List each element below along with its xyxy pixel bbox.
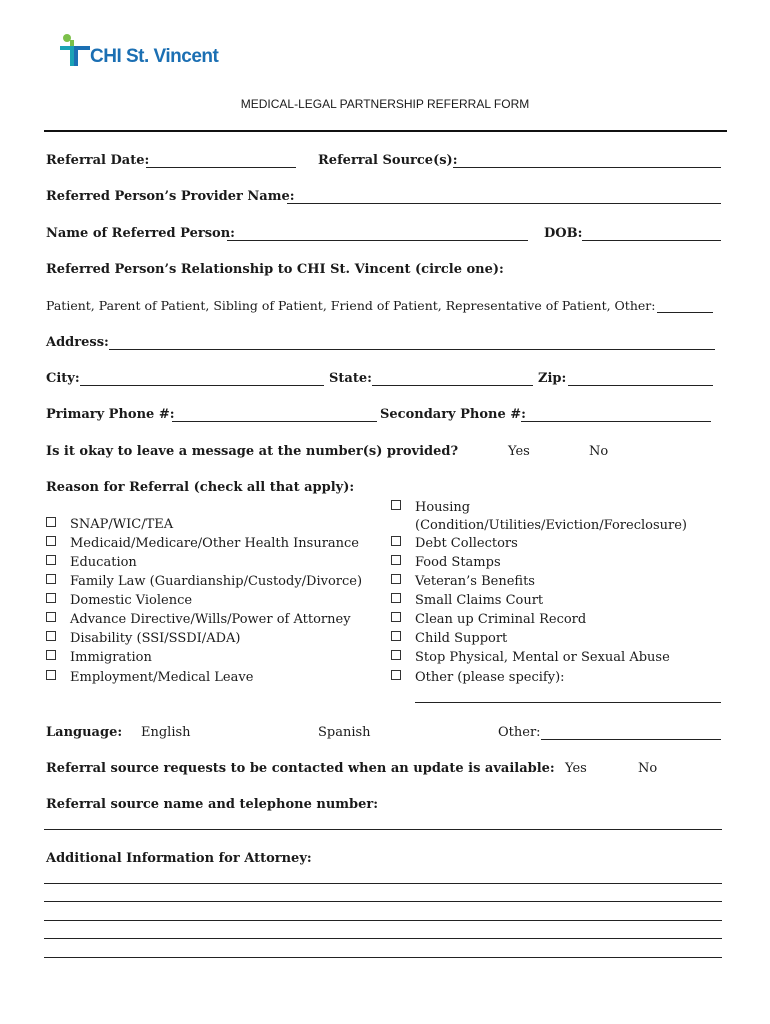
- relationship-options[interactable]: Patient, Parent of Patient, Sibling of Patient, Friend of Patient, Representative of Patient, Other:: [46, 298, 656, 313]
- relationship-label: Referred Person’s Relationship to CHI St. Vincent (circle one):: [46, 262, 504, 277]
- logo: [58, 32, 228, 72]
- referral-source-label: Referral Source(s):: [318, 153, 458, 168]
- reason-other-field[interactable]: [415, 688, 721, 703]
- reason-item-other[interactable]: Other (please specify):: [391, 670, 565, 685]
- checkbox[interactable]: [46, 574, 56, 584]
- referral-date-field[interactable]: [146, 153, 296, 168]
- language-english-option[interactable]: English: [141, 725, 191, 740]
- referral-date-label: Referral Date:: [46, 153, 150, 168]
- reason-item-child-support[interactable]: Child Support: [391, 631, 507, 646]
- reason-item-snap[interactable]: SNAP/WIC/TEA: [46, 517, 173, 532]
- source-contact-label: Referral source name and telephone number:: [46, 797, 379, 812]
- state-label: State:: [329, 371, 372, 386]
- address-label: Address:: [46, 335, 109, 350]
- checkbox[interactable]: [46, 593, 56, 603]
- checkbox[interactable]: [391, 650, 401, 660]
- update-question: Referral source requests to be contacted when an update is available:: [46, 761, 555, 776]
- relationship-other-field[interactable]: [657, 298, 713, 313]
- reason-item-employment[interactable]: Employment/Medical Leave: [46, 670, 253, 685]
- chi-logo-icon: [58, 32, 94, 68]
- provider-name-field[interactable]: [287, 189, 721, 204]
- reason-item-debt-collectors[interactable]: Debt Collectors: [391, 536, 518, 551]
- checkbox[interactable]: [391, 555, 401, 565]
- zip-label: Zip:: [538, 371, 567, 386]
- secondary-phone-label: Secondary Phone #:: [380, 407, 526, 422]
- checkbox[interactable]: [46, 650, 56, 660]
- reason-item-criminal-record[interactable]: Clean up Criminal Record: [391, 612, 586, 627]
- primary-phone-label: Primary Phone #:: [46, 407, 175, 422]
- language-other-field[interactable]: [541, 725, 721, 740]
- checkbox[interactable]: [46, 536, 56, 546]
- additional-line-3[interactable]: [44, 920, 722, 921]
- reason-item-abuse[interactable]: Stop Physical, Mental or Sexual Abuse: [391, 650, 670, 665]
- referral-source-field[interactable]: [453, 153, 721, 168]
- checkbox[interactable]: [46, 631, 56, 641]
- title-divider: [44, 130, 727, 132]
- additional-line-4[interactable]: [44, 938, 722, 939]
- primary-phone-field[interactable]: [172, 407, 377, 422]
- checkbox[interactable]: [46, 612, 56, 622]
- reason-item-family-law[interactable]: Family Law (Guardianship/Custody/Divorce): [46, 574, 362, 589]
- reason-item-domestic-violence[interactable]: Domestic Violence: [46, 593, 192, 608]
- reason-item-housing[interactable]: Housing: [391, 500, 470, 515]
- additional-info-label: Additional Information for Attorney:: [46, 851, 312, 866]
- update-yes-option[interactable]: Yes: [565, 761, 587, 776]
- dob-field[interactable]: [582, 226, 721, 241]
- city-label: City:: [46, 371, 80, 386]
- language-other-label: Other:: [498, 725, 541, 740]
- checkbox[interactable]: [391, 631, 401, 641]
- additional-line-2[interactable]: [44, 901, 722, 902]
- reason-item-immigration[interactable]: Immigration: [46, 650, 152, 665]
- checkbox[interactable]: [391, 593, 401, 603]
- reason-item-housing-sub: (Condition/Utilities/Eviction/Foreclosure): [415, 518, 688, 533]
- update-no-option[interactable]: No: [638, 761, 658, 776]
- zip-field[interactable]: [568, 371, 713, 386]
- checkbox[interactable]: [391, 500, 401, 510]
- form-title: MEDICAL-LEGAL PARTNERSHIP REFERRAL FORM: [240, 97, 530, 111]
- person-name-field[interactable]: [227, 226, 528, 241]
- message-no-option[interactable]: No: [589, 444, 609, 459]
- city-field[interactable]: [80, 371, 324, 386]
- state-field[interactable]: [372, 371, 533, 386]
- reason-item-small-claims[interactable]: Small Claims Court: [391, 593, 543, 608]
- message-yes-option[interactable]: Yes: [508, 444, 530, 459]
- person-name-label: Name of Referred Person:: [46, 226, 235, 241]
- checkbox[interactable]: [391, 574, 401, 584]
- secondary-phone-field[interactable]: [521, 407, 711, 422]
- source-contact-field[interactable]: [44, 829, 722, 830]
- checkbox[interactable]: [46, 517, 56, 527]
- reason-item-food-stamps[interactable]: Food Stamps: [391, 555, 501, 570]
- language-label: Language:: [46, 725, 123, 740]
- checkbox[interactable]: [46, 670, 56, 680]
- checkbox[interactable]: [391, 670, 401, 680]
- checkbox[interactable]: [391, 536, 401, 546]
- additional-line-5[interactable]: [44, 957, 722, 958]
- reason-item-disability[interactable]: Disability (SSI/SSDI/ADA): [46, 631, 240, 646]
- logo-text: CHI St. Vincent: [90, 46, 219, 67]
- checkbox[interactable]: [46, 555, 56, 565]
- message-question: Is it okay to leave a message at the number(s) provided?: [46, 444, 459, 459]
- reason-item-medicaid[interactable]: Medicaid/Medicare/Other Health Insurance: [46, 536, 359, 551]
- checkbox[interactable]: [391, 612, 401, 622]
- reason-heading: Reason for Referral (check all that apply):: [46, 480, 355, 495]
- reason-item-education[interactable]: Education: [46, 555, 137, 570]
- provider-name-label: Referred Person’s Provider Name:: [46, 189, 295, 204]
- additional-line-1[interactable]: [44, 883, 722, 884]
- address-field[interactable]: [109, 335, 715, 350]
- dob-label: DOB:: [544, 226, 583, 241]
- reason-item-advance-directive[interactable]: Advance Directive/Wills/Power of Attorney: [46, 612, 351, 627]
- reason-item-veterans[interactable]: Veteran’s Benefits: [391, 574, 535, 589]
- language-spanish-option[interactable]: Spanish: [318, 725, 371, 740]
